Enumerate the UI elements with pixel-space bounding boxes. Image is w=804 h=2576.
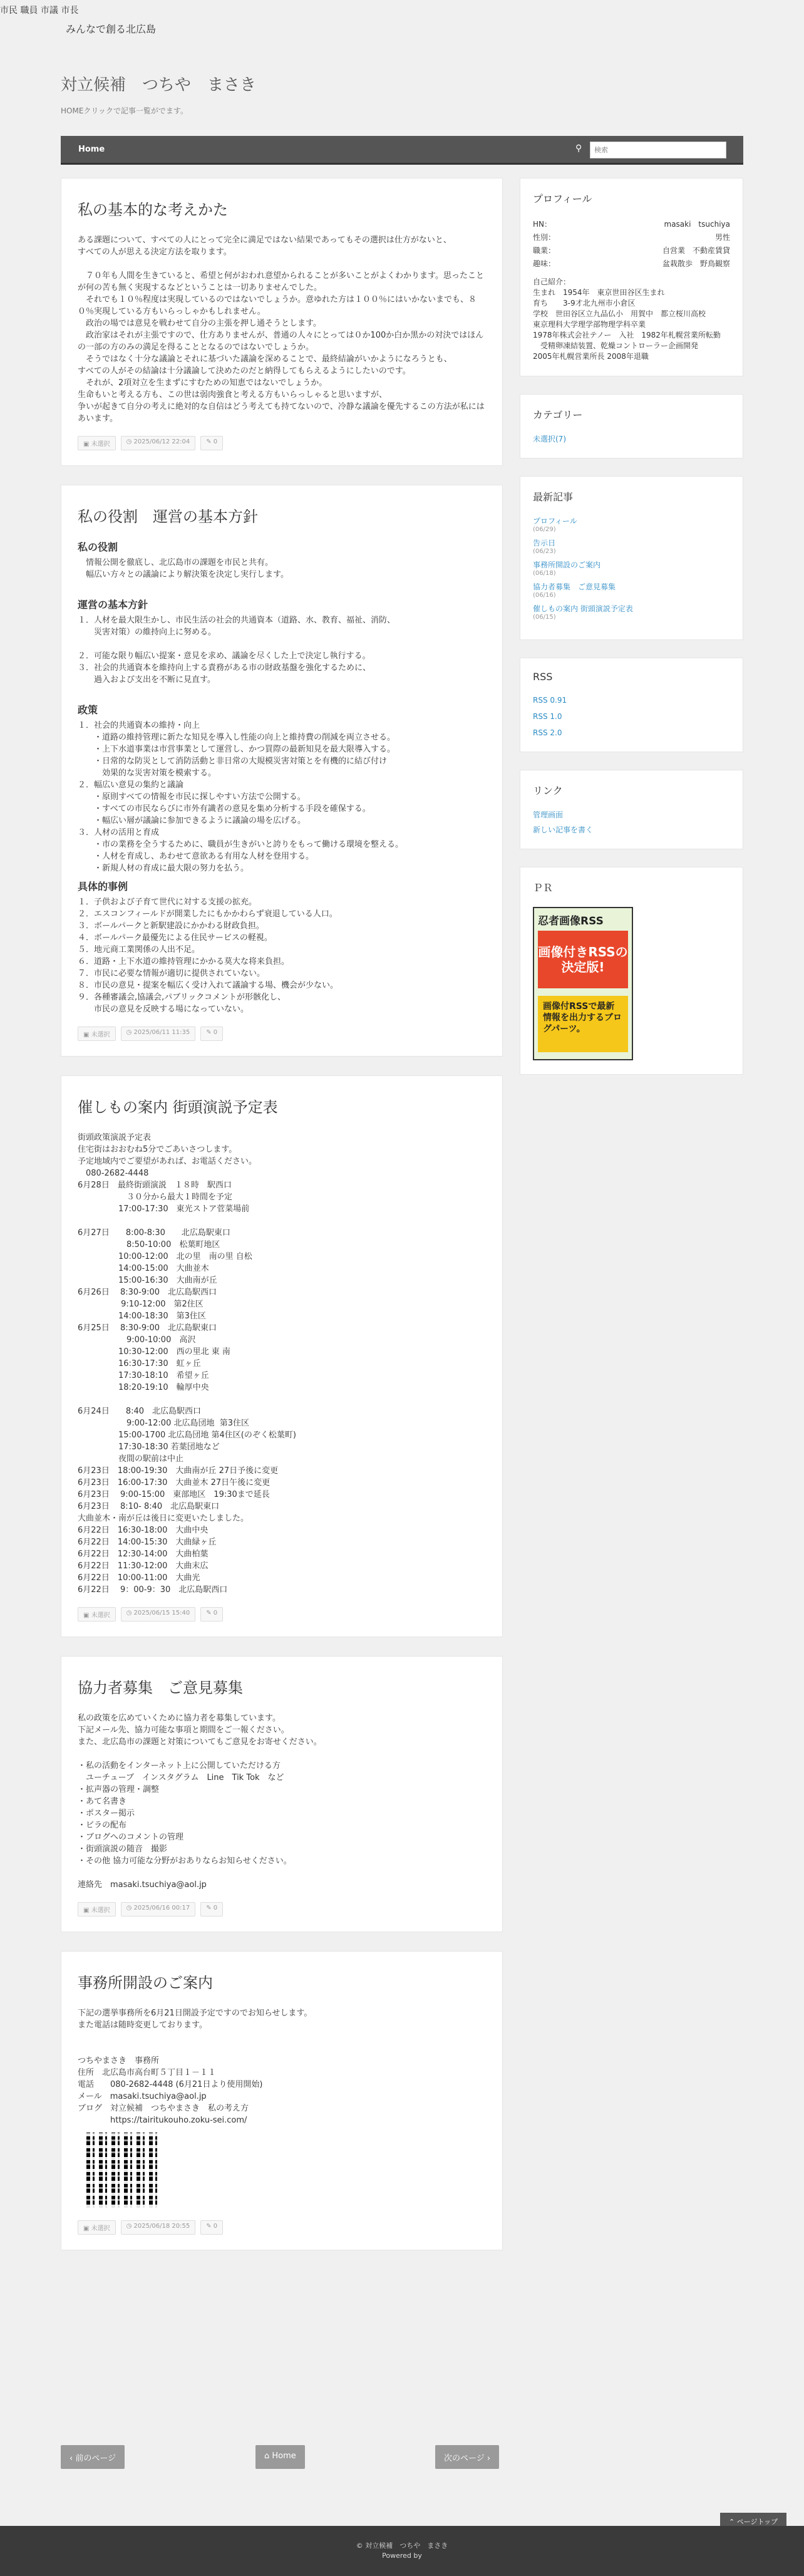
article-card — [61, 1075, 503, 1637]
article-card — [61, 485, 503, 1057]
category-badge[interactable] — [78, 1027, 116, 1041]
pr-banner-top: 忍者画像RSS — [538, 915, 604, 928]
main-column — [61, 178, 503, 2269]
profile-value: masaki tsuchiya — [664, 220, 730, 229]
comment-badge[interactable] — [200, 1027, 223, 1041]
new-post-link[interactable]: 新しい記事を書く — [533, 825, 594, 834]
search-icon: ⚲ — [575, 143, 582, 153]
comment-icon: ✎ — [206, 1029, 214, 1036]
article-body: 私の政策を広めていくために協力者を募集しています。 下記メール先、協力可能な事項と期間をご一報ください。 また、北広島市の課題と対策についてもご意見をお寄せください。 ・私の活動をインターネット上に公開していただける方 ユーチューブ インスタグラム Line Tik Tok など ・拡声器の管理・調整 ・あて名書き ・ポスター掲示 ・ビラの配布 ・ブログへのコメントの管理 ・街頭演説の随音 撮影 ・その他 協力可能な分野がおありならお知らせください。 連絡先 masaki.tsuchiya@aol.jp — [78, 1714, 322, 1890]
article-title[interactable]: 協力者募集 ご意見募集 — [78, 1679, 243, 1697]
comment-badge-text: 0 — [213, 1905, 218, 1911]
comment-badge-text: 0 — [213, 438, 218, 445]
admin-link[interactable]: 管理画面 — [533, 810, 564, 819]
article-body: ある課題について、すべての人にとって完全に満足ではない結果であってもその選択は仕方がないと、 すべての人が思える決定方法を取ります。 ７０年も人間を生きていると、希望と何がおわれ意望かられることが多いことがよくわかります。思ったことが何の苦も無く実現するなどということは一切ありませんでした。 それでも１０％程度は実現しているのではないでしょうか。意ゆれた方は１００％にはいかないまでも、８０％実現している方もいらっしゃかもしれません。 政治の場では意見を戦わせて自分の主張を押し通そうとします。 政治家はそれが主張ですので、仕方ありませんが、普通の人々にとっては０か100か白か黒かの対決ではほんの一部の方のみの満足を得ることとなるのではないでしょうか。 そうではなく十分な議論とそれに基づいた議論を深めることで、最終結論がいかようになろうとも、 すべての人がその結論は十分議論して決めたのだと納得してもらえるようにしたいのです。 それが、2項対立を生まずにすむための知恵ではないでしょうか。 生命もいと考える方も、この世は弱肉強食と考える方もいらっしゃると思いますが、 争いが起きて自分の考えに絶対的な自信はどう考えても持てないので、冷静な議論を優先するこの方法が私にはあいます。 — [78, 235, 485, 423]
profile-row — [533, 218, 730, 231]
article-body: 私の役割 情報公開を徹底し、北広島市の課題を市民と共有。 幅広い方々との議論により解決策を決定し実行します。 運営の基本方針 １．人材を最大限生かし、市民生活の社会的共通資本（道路、水、教育、福祉、消防、 災害対策）の維持向上に努める。 ２．可能な限り幅広い提案・意見を求め、議論を尽くした上で決定し執行する。 ３．社会的共通資本を維持向上する責務がある市の財政基盤を強化するために、 過入および支出を不断に見直す。 政策 １．社会的共通資本の維持・向上 ・道路の維持管理に新たな知見を導入し性能の向上と維持費の削減を両立させる。 ・上下水道事業は市営事業として運営し、かつ買際の最新知見を最大限導入する。 ・日常的な防災として消防活動と非日常の大規模災害対策とを有機的に結び付け 効果的な災害対策を模索する。 ２．幅広い意見の集約と議論 ・原則すべての情報を市民に探しやすい方法で公開する。 ・すべての市民ならびに市外有識者の意見を集め分析する手段を確保する。 ・幅広い層が議論に参加できるように議論の場を広げる。 ３．人材の活用と育成 ・市の業務を全うするために、職員が生きがいと誇りをもって働ける環境を整える。 ・人材を育成し、あわせて意欲ある有用な人材を登用する。 ・新規人材の育成に最大限の努力を払う。 具体的事例 １．子供および子育て世代に対する支援の拡充。 ２．エスコンフィールドが開業したにもかかわらず衰退している人口。 ３．ボールパークと新駅建設にかかわる財政負担。 ４．ボールパーク最優先による住民サービスの軽視。 ５．地元商工業関係の人出不足。 ６．道路・上下水道の維持管理にかかる莫大な将来負担。 ７．市民に必要な情報が適切に提供されていない。 ８．市民の意見・提案を幅広く受け入れて議論する場、機会が少ない。 ９．各種審議会,協議会,パブリックコメントが形骸化し、 市民の意見を反映する場になっていない。 — [78, 541, 486, 1015]
site-title[interactable]: 対立候補 つちや まさき — [61, 76, 257, 95]
top-tagline-2: みんなで創る北広島 — [66, 23, 157, 35]
next-page-label: 次のページ — [444, 2454, 485, 2463]
article-title[interactable]: 私の基本的な考えかた — [78, 201, 228, 219]
comment-badge[interactable] — [200, 2220, 223, 2235]
recent-post-date: (06/23) — [533, 548, 556, 555]
comment-badge-text: 0 — [213, 1029, 218, 1036]
comment-badge[interactable] — [200, 1902, 223, 1916]
category-badge-text: 未選択 — [91, 2225, 110, 2232]
category-icon: ▣ — [83, 1612, 91, 1619]
recent-widget — [520, 476, 743, 640]
article-title[interactable]: 私の役割 運営の基本方針 — [78, 508, 258, 525]
pr-widget — [520, 867, 743, 1075]
date-badge-text: 2025/06/11 11:35 — [133, 1029, 190, 1036]
pr-banner[interactable] — [533, 907, 633, 1060]
footer — [0, 2526, 804, 2576]
category-badge-text: 未選択 — [91, 1032, 110, 1038]
recent-title: 最新記事 — [533, 491, 574, 503]
search-input[interactable] — [590, 142, 726, 158]
article-meta — [78, 2220, 486, 2235]
page-top-button[interactable]: ⌃ ページトップ — [720, 2513, 786, 2530]
category-badge[interactable] — [78, 2220, 116, 2235]
comment-icon: ✎ — [206, 1905, 214, 1911]
date-badge-text: 2025/06/16 00:17 — [133, 1905, 190, 1911]
date-badge — [121, 1902, 196, 1916]
profile-value: 男性 — [714, 233, 730, 242]
comment-badge[interactable] — [200, 1607, 223, 1622]
article-meta — [78, 1607, 486, 1622]
profile-intro: 自己紹介： 生まれ 1954年 東京世田谷区生まれ 育ち 3-9才北九州市小倉区 学校 世田谷区立九品仏小 用賀中 都立桜川高校 東京理科大学理学部物理学科卒業 1978年株式会社テノー 入社 1982年札幌営業所転勤 受精卵凍結装置、乾燥コントローラー企画開発 2005年札幌営業所長 2008年退職 — [533, 277, 721, 361]
article-card — [61, 1656, 503, 1932]
comment-icon: ✎ — [206, 438, 214, 445]
sidebar — [520, 178, 743, 1092]
article-card — [61, 178, 503, 466]
footer-copyright: © 対立候補 つちや まさき — [356, 2542, 448, 2550]
top-tagline: 市民 職員 市議 市長 — [0, 6, 79, 16]
profile-label: 趣味： — [533, 259, 556, 268]
category-title: カテゴリー — [533, 409, 583, 421]
article-card — [61, 1951, 503, 2250]
nav-bar — [61, 136, 743, 165]
comment-badge-text: 0 — [213, 2223, 218, 2230]
prev-page-label: 前のページ — [75, 2454, 116, 2463]
category-link[interactable]: 未選択(7) — [533, 435, 566, 443]
links-title: リンク — [533, 785, 563, 797]
recent-post-link[interactable]: プロフィール — [533, 517, 577, 525]
category-widget — [520, 394, 743, 458]
footer-powered: Powered by — [382, 2552, 422, 2560]
recent-post-link[interactable]: 催しもの案内 街頭演説予定表 — [533, 604, 633, 613]
category-icon: ▣ — [83, 1907, 91, 1914]
article-meta — [78, 436, 486, 450]
category-badge-text: 未選択 — [91, 1907, 110, 1914]
date-icon: ◷ — [126, 1905, 134, 1911]
prev-page-button[interactable]: ‹ 前のページ — [61, 2445, 125, 2469]
article-body: 街頭政策演説予定表 住宅街はおおむね5分でごあいさつします。 予定地域内でご要望があれば、お電話ください。 080-2682-4448 6月28日 最終街頭演説 １８時 駅西口 ３０分から最大１時間を予定 17:00-17:30 東光ストア菅菜場前 6月27日 8:00-8:30 北広島駅東口 8:50-10:00 松葉町地区 10:00-12:00 北の里 南の里 自松 14:00-15:00 大曲並木 15:00-16:30 大曲南が丘 6月26日 8:30-9:00 北広島駅西口 9:10-12:00 第2住区 14:00-18:30 第3住区 6月25日 8:30-9:00 北広島駅東口 9:00-10:00 高沢 10:30-12:00 西の里北 東 南 16:30-17:30 虹ヶ丘 17:30-18:10 希望ヶ丘 18:20-19:10 輪厚中央 6月24日 8:40 北広島駅西口 9:00-12:00 北広島団地 第3住区 15:00-1700 北広島団地 第4住区(のぞく松葉町) 17:30-18:30 若葉団地など 夜間の駅前は中止 6月23日 18:00-19:30 大曲南が丘 27日予後に変更 6月23日 16:00-17:30 大曲並木 27日午後に変更 6月23日 9:00-15:00 東部地区 19:30まで延長 6月23日 8:10- 8:40 北広島駅東口 大曲並木・南が丘は後日に変更いたしました。 6月22日 16:30-18:00 大曲中央 6月22日 14:00-15:30 大曲緑ヶ丘 6月22日 12:30-14:00 大曲柏葉 6月22日 11:30-12:00 大曲末広 6月22日 10:00-11:00 大曲光 6月22日 9：00-9：30 北広島駅西口 — [78, 1133, 296, 1595]
category-badge[interactable] — [78, 1607, 116, 1622]
rss-title: RSS — [533, 671, 553, 683]
pr-banner-bottom: 画像付RSSで最新情報を出力するブログパーツ。 — [538, 996, 628, 1052]
recent-post-date: (06/16) — [533, 592, 556, 599]
pager-home-button[interactable]: ⌂ Home — [255, 2445, 305, 2469]
date-icon: ◷ — [126, 1029, 134, 1036]
nav-home-link[interactable]: Home — [78, 145, 105, 154]
site-description: HOMEクリックで記事一覧がでます。 — [61, 106, 188, 115]
profile-row — [533, 257, 730, 271]
article-title[interactable]: 催しもの案内 街頭演説予定表 — [78, 1099, 278, 1116]
article-subheading: 政策 — [78, 704, 98, 716]
article-subheading: 運営の基本方針 — [78, 599, 148, 611]
pager-home-label: Home — [272, 2451, 296, 2461]
category-icon: ▣ — [83, 2225, 91, 2232]
category-badge-text: 未選択 — [91, 1612, 110, 1619]
article-meta — [78, 1027, 486, 1041]
recent-post-link[interactable]: 告示日 — [533, 539, 556, 547]
profile-value: 自営業 不動産賃貸 — [662, 246, 730, 255]
date-badge-text: 2025/06/15 15:40 — [133, 1610, 190, 1616]
article-subheading: 具体的事例 — [78, 881, 128, 892]
article-subheading: 私の役割 — [78, 541, 118, 553]
article-meta — [78, 1902, 486, 1916]
pr-banner-mid: 画像付きRSSの決定版! — [538, 931, 628, 988]
date-icon: ◷ — [126, 2223, 134, 2230]
recent-post-date: (06/18) — [533, 570, 556, 577]
recent-post-date: (06/15) — [533, 614, 556, 621]
category-icon: ▣ — [83, 1032, 91, 1038]
profile-label: 性別： — [533, 233, 556, 242]
rss-widget — [520, 658, 743, 752]
category-icon: ▣ — [83, 441, 91, 448]
pr-title: ＰＲ — [533, 882, 554, 894]
date-badge-text: 2025/06/12 22:04 — [133, 438, 190, 445]
rss-10-link[interactable]: RSS 1.0 — [533, 712, 562, 721]
qr-code-image — [86, 2133, 162, 2208]
date-badge — [121, 1027, 196, 1041]
rss-20-link[interactable]: RSS 2.0 — [533, 728, 562, 737]
date-badge — [121, 436, 196, 450]
comment-badge[interactable] — [200, 436, 223, 450]
profile-row — [533, 244, 730, 257]
recent-post-link[interactable]: 事務所開設のご案内 — [533, 561, 601, 569]
profile-label: 職業： — [533, 246, 556, 255]
rss-091-link[interactable]: RSS 0.91 — [533, 696, 567, 705]
date-icon: ◷ — [126, 438, 134, 445]
page-top-label: ページトップ — [736, 2518, 778, 2526]
profile-value: 盆栽散歩 野鳥観察 — [662, 259, 730, 268]
date-badge — [121, 1607, 196, 1622]
category-badge[interactable] — [78, 436, 116, 450]
category-badge[interactable] — [78, 1902, 116, 1916]
profile-title: プロフィール — [533, 193, 592, 205]
article-title[interactable]: 事務所開設のご案内 — [78, 1974, 213, 1992]
date-badge-text: 2025/06/18 20:55 — [133, 2223, 190, 2230]
recent-post-date: (06/29) — [533, 526, 556, 533]
date-icon: ◷ — [126, 1610, 134, 1616]
article-body: 下記の選挙事務所を6月21日開設予定ですのでお知らせします。 また電話は随時変更しております。 つちやまさき 事務所 住所 北広島市高台町５丁目１－１１ 電話 080-2682-4448 (6月21日より使用開始) メール masaki.tsuchiya@aol.jp ブログ 対立候補 つちやまさき 私の考え方 https://tairitukouho.zoku-sei.com/ — [78, 2009, 312, 2125]
profile-widget — [520, 178, 743, 376]
profile-row — [533, 231, 730, 244]
comment-icon: ✎ — [206, 1610, 214, 1616]
comment-badge-text: 0 — [213, 1610, 218, 1616]
category-badge-text: 未選択 — [91, 441, 110, 448]
profile-label: HN： — [533, 220, 552, 229]
next-page-button[interactable]: 次のページ › — [435, 2445, 499, 2469]
links-widget — [520, 770, 743, 849]
date-badge — [121, 2220, 196, 2235]
recent-post-link[interactable]: 協力者募集 ご意見募集 — [533, 582, 616, 591]
comment-icon: ✎ — [206, 2223, 214, 2230]
